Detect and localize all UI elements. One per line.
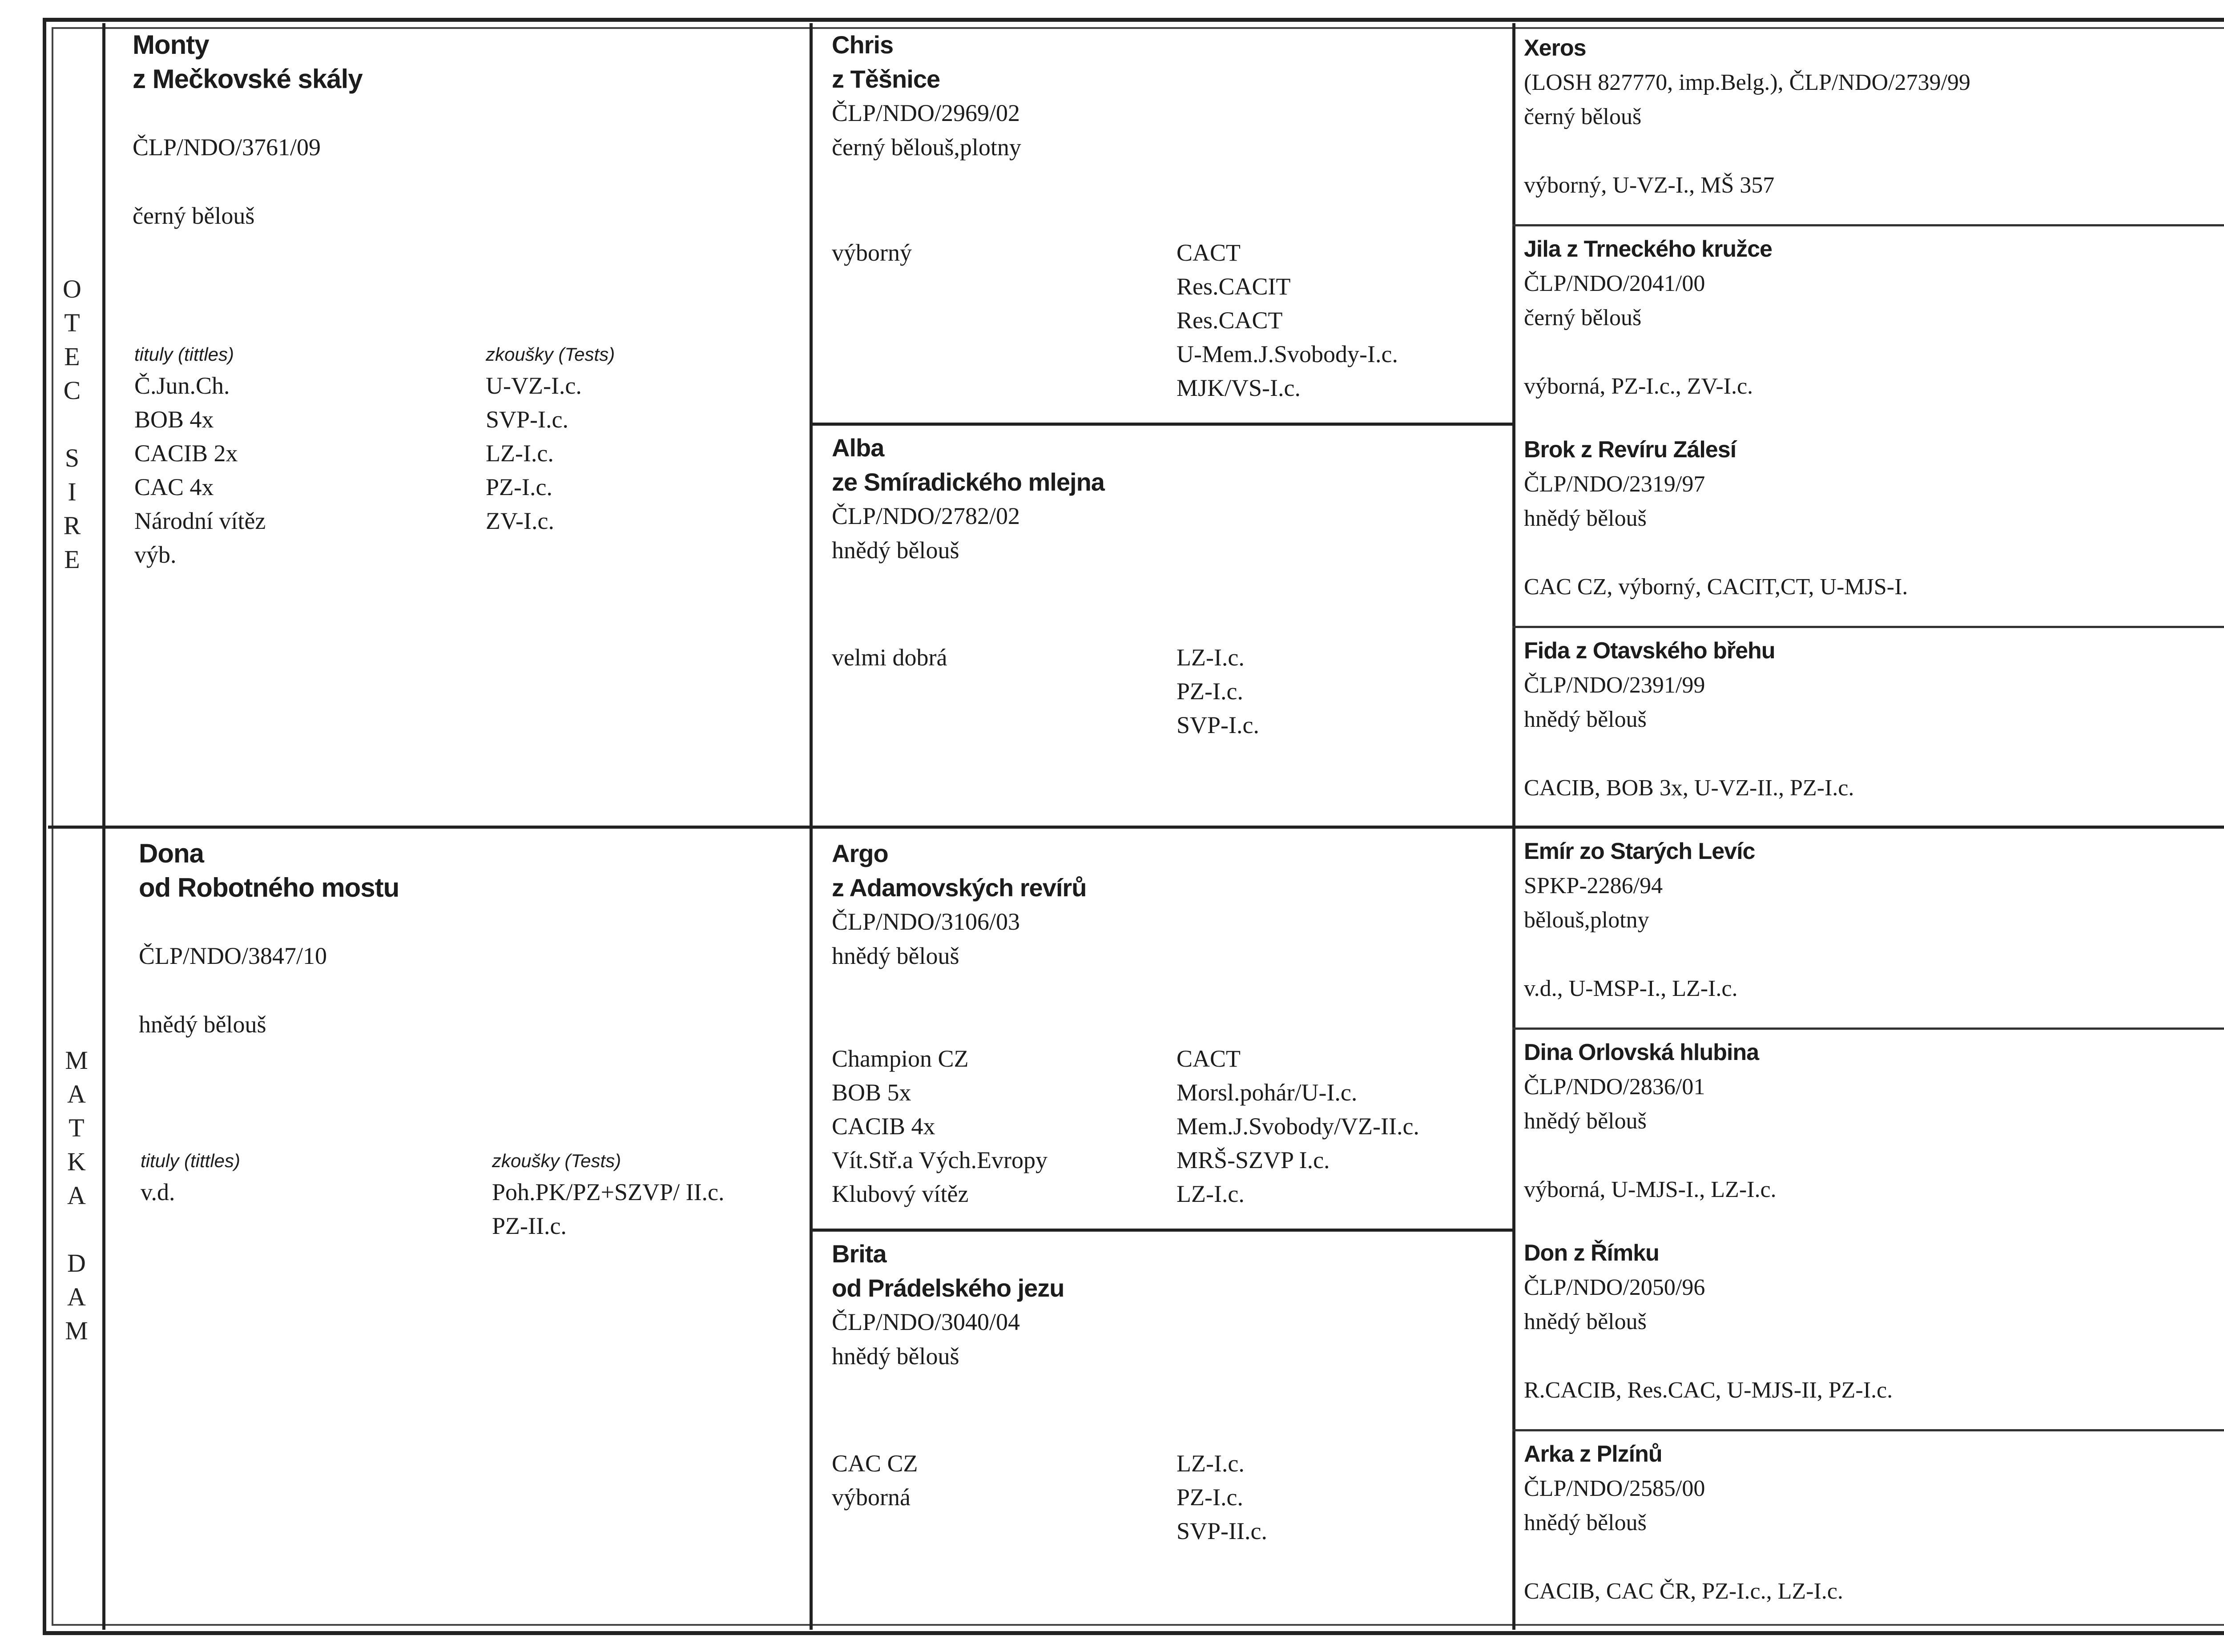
- award-item: U-Mem.J.Svobody-I.c.: [1176, 341, 1398, 367]
- award-item: PZ-I.c.: [1176, 678, 1243, 705]
- divider-g3: [1512, 224, 2224, 226]
- dam-awards: [141, 1147, 799, 1262]
- sire-test-item: ZV-I.c.: [486, 508, 554, 534]
- great-grandparent-name: Jila z Trneckého kružce: [1524, 236, 1772, 262]
- grandparent-awards-left: [832, 1042, 1170, 1211]
- grandparent-name: Alba: [832, 434, 884, 462]
- award-item: velmi dobrá: [832, 644, 947, 671]
- grandparent-awards-left: [832, 641, 1170, 674]
- sire-test-item: LZ-I.c.: [486, 440, 554, 467]
- grandparent-name: Chris: [832, 31, 894, 59]
- award-item: MJK/VS-I.c.: [1176, 375, 1301, 401]
- award-item: výborná: [832, 1484, 911, 1511]
- grandparent-awards-right: [1176, 1042, 1497, 1211]
- dam-kennel: od Robotného mostu: [139, 873, 399, 903]
- grandparent-kennel: z Adamovských revírů: [832, 874, 1087, 902]
- divider-g3: [1512, 1429, 2224, 1431]
- great-grandparent-cell: [1524, 232, 2224, 403]
- great-grandparent-cell: [1524, 31, 2224, 202]
- great-grandparent-awards: výborná, PZ-I.c., ZV-I.c.: [1524, 374, 1753, 399]
- spacer: [1524, 1540, 2224, 1574]
- sire-kennel: z Mečkovské skály: [133, 64, 363, 94]
- sire-titles-heading: tituly (tittles): [134, 344, 234, 365]
- great-grandparent-detail: ČLP/NDO/2836/01: [1524, 1074, 1705, 1100]
- great-grandparent-awards: R.CACIB, Res.CAC, U-MJS-II, PZ-I.c.: [1524, 1378, 1893, 1403]
- dam-title-item: v.d.: [141, 1179, 175, 1205]
- grandparent-detail: hnědý bělouš: [832, 943, 959, 969]
- spacer: [1524, 536, 2224, 570]
- spacer: [1524, 134, 2224, 168]
- spacer: [1524, 1138, 2224, 1173]
- dam-cell: [139, 836, 802, 1042]
- grandparent-cell: [832, 1237, 1499, 1374]
- sire-awards: [134, 340, 793, 607]
- grandparent-kennel: od Prádelského jezu: [832, 1274, 1064, 1302]
- spacer: [1524, 937, 2224, 971]
- award-item: Vít.Stř.a Vých.Evropy: [832, 1147, 1048, 1173]
- grandparent-cell: [832, 836, 1499, 973]
- great-grandparent-detail: hnědý bělouš: [1524, 1510, 1647, 1535]
- sire-title-item: BOB 4x: [134, 406, 214, 433]
- grandparent-cell: [832, 28, 1499, 165]
- great-grandparent-cell: [1524, 634, 2224, 805]
- award-item: Klubový vítěz: [832, 1181, 969, 1207]
- great-grandparent-cell: [1524, 1437, 2224, 1608]
- award-item: SVP-I.c.: [1176, 712, 1259, 738]
- grandparent-detail: černý bělouš,plotny: [832, 134, 1021, 161]
- dam-tests-heading: zkoušky (Tests): [492, 1150, 621, 1171]
- dam-name: Dona: [139, 838, 204, 868]
- great-grandparent-name: Fida z Otavského břehu: [1524, 638, 1775, 664]
- award-item: CAC CZ: [832, 1450, 918, 1477]
- sire-title-item: Národní vítěz: [134, 508, 266, 534]
- grandparent-name: Brita: [832, 1240, 886, 1268]
- award-item: Morsl.pohár/U-I.c.: [1176, 1079, 1358, 1106]
- grandparent-awards: [832, 1042, 1499, 1220]
- dam-titles-heading: tituly (tittles): [141, 1150, 241, 1171]
- great-grandparent-awards: CACIB, BOB 3x, U-VZ-II., PZ-I.c.: [1524, 775, 1854, 801]
- great-grandparent-awards: výborný, U-VZ-I., MŠ 357: [1524, 173, 1775, 198]
- award-item: PZ-I.c.: [1176, 1484, 1243, 1511]
- dam-color: hnědý bělouš: [139, 1011, 266, 1038]
- great-grandparent-cell: [1524, 433, 2224, 604]
- sire-color: černý bělouš: [133, 202, 255, 229]
- dam-side-label: M A T K A D A M: [65, 1046, 89, 1345]
- great-grandparent-detail: ČLP/NDO/2319/97: [1524, 471, 1705, 497]
- great-grandparent-cell: [1524, 834, 2224, 1006]
- divider-sire-dam: [48, 826, 2224, 829]
- dam-test-item: PZ-II.c.: [492, 1213, 567, 1239]
- great-grandparent-name: Dina Orlovská hlubina: [1524, 1040, 1759, 1065]
- great-grandparent-detail: bělouš,plotny: [1524, 907, 1649, 933]
- sire-title-item: CACIB 2x: [134, 440, 238, 467]
- sire-test-item: U-VZ-I.c.: [486, 372, 582, 399]
- grandparent-awards-left: [832, 236, 1170, 270]
- great-grandparent-detail: (LOSH 827770, imp.Belg.), ČLP/NDO/2739/99: [1524, 70, 1970, 95]
- great-grandparent-detail: hnědý bělouš: [1524, 506, 1647, 531]
- grandparent-detail: hnědý bělouš: [832, 1343, 959, 1370]
- award-item: SVP-II.c.: [1176, 1518, 1267, 1544]
- great-grandparent-awards: v.d., U-MSP-I., LZ-I.c.: [1524, 976, 1738, 1001]
- spacer: [1524, 737, 2224, 771]
- grandparent-awards-left: [832, 1447, 1170, 1514]
- award-item: LZ-I.c.: [1176, 1181, 1245, 1207]
- divider-g3: [1512, 1027, 2224, 1030]
- award-item: BOB 5x: [832, 1079, 911, 1106]
- grandparent-awards: [832, 236, 1499, 414]
- sire-title-item: Č.Jun.Ch.: [134, 372, 230, 399]
- sire-side-label: O T E C S I R E: [63, 274, 82, 574]
- grandparent-detail: ČLP/NDO/2782/02: [832, 503, 1020, 529]
- award-item: LZ-I.c.: [1176, 1450, 1245, 1477]
- sire-title-item: CAC 4x: [134, 474, 214, 500]
- sire-title-item: výb.: [134, 541, 177, 568]
- award-item: MRŠ-SZVP I.c.: [1176, 1147, 1330, 1173]
- grandparent-detail: ČLP/NDO/2969/02: [832, 100, 1020, 126]
- great-grandparent-name: Xeros: [1524, 35, 1586, 61]
- divider-g3: [1512, 626, 2224, 628]
- award-item: Res.CACT: [1176, 307, 1283, 334]
- dam-test-item: Poh.PK/PZ+SZVP/ II.c.: [492, 1179, 725, 1205]
- great-grandparent-awards: CAC CZ, výborný, CACIT,CT, U-MJS-I.: [1524, 574, 1908, 600]
- grandparent-name: Argo: [832, 839, 888, 867]
- sire-test-item: SVP-I.c.: [486, 406, 568, 433]
- spacer: [1524, 1339, 2224, 1373]
- great-grandparent-detail: ČLP/NDO/2585/00: [1524, 1476, 1705, 1501]
- great-grandparent-detail: hnědý bělouš: [1524, 707, 1647, 732]
- great-grandparent-cell: [1524, 1036, 2224, 1207]
- sire-test-item: PZ-I.c.: [486, 474, 552, 500]
- grandparent-awards-right: [1176, 236, 1497, 405]
- award-item: CACIB 4x: [832, 1113, 935, 1140]
- grandparent-cell: [832, 431, 1499, 568]
- great-grandparent-awards: CACIB, CAC ČR, PZ-I.c., LZ-I.c.: [1524, 1579, 1843, 1604]
- great-grandparent-name: Don z Římku: [1524, 1240, 1659, 1266]
- grandparent-detail: ČLP/NDO/3040/04: [832, 1309, 1020, 1335]
- great-grandparent-detail: černý bělouš: [1524, 104, 1642, 129]
- sire-tests-heading: zkoušky (Tests): [486, 344, 615, 365]
- great-grandparent-name: Brok z Revíru Zálesí: [1524, 437, 1736, 463]
- sire-cell: [133, 28, 800, 233]
- award-item: výborný: [832, 239, 912, 266]
- grandparent-kennel: z Těšnice: [832, 65, 940, 93]
- grandparent-awards-right: [1176, 1447, 1497, 1548]
- great-grandparent-detail: hnědý bělouš: [1524, 1108, 1647, 1134]
- divider-g2-sire: [810, 423, 1512, 426]
- grandparent-detail: ČLP/NDO/3106/03: [832, 908, 1020, 935]
- grandparent-awards: [832, 641, 1499, 818]
- award-item: CACT: [1176, 239, 1241, 266]
- grandparent-detail: hnědý bělouš: [832, 537, 959, 564]
- award-item: LZ-I.c.: [1176, 644, 1245, 671]
- grandparent-awards-right: [1176, 641, 1497, 742]
- great-grandparent-name: Emír zo Starých Levíc: [1524, 838, 1755, 864]
- great-grandparent-detail: ČLP/NDO/2050/96: [1524, 1275, 1705, 1300]
- award-item: Champion CZ: [832, 1045, 969, 1072]
- great-grandparent-detail: hnědý bělouš: [1524, 1309, 1647, 1334]
- great-grandparent-name: Arka z Plzínů: [1524, 1441, 1662, 1467]
- grandparent-awards: [832, 1447, 1499, 1624]
- great-grandparent-detail: ČLP/NDO/2391/99: [1524, 673, 1705, 698]
- spacer: [1524, 335, 2224, 369]
- great-grandparent-awards: výborná, U-MJS-I., LZ-I.c.: [1524, 1177, 1777, 1202]
- dam-registration: ČLP/NDO/3847/10: [139, 943, 327, 969]
- award-item: CACT: [1176, 1045, 1241, 1072]
- great-grandparent-cell: [1524, 1236, 2224, 1407]
- sire-name: Monty: [133, 30, 209, 60]
- award-item: Res.CACIT: [1176, 273, 1291, 300]
- divider-g2-dam: [810, 1229, 1512, 1232]
- great-grandparent-detail: ČLP/NDO/2041/00: [1524, 271, 1705, 296]
- great-grandparent-detail: černý bělouš: [1524, 305, 1642, 330]
- grandparent-kennel: ze Smíradického mlejna: [832, 468, 1104, 496]
- great-grandparent-detail: SPKP-2286/94: [1524, 873, 1663, 899]
- award-item: Mem.J.Svobody/VZ-II.c.: [1176, 1113, 1419, 1140]
- sire-registration: ČLP/NDO/3761/09: [133, 134, 321, 161]
